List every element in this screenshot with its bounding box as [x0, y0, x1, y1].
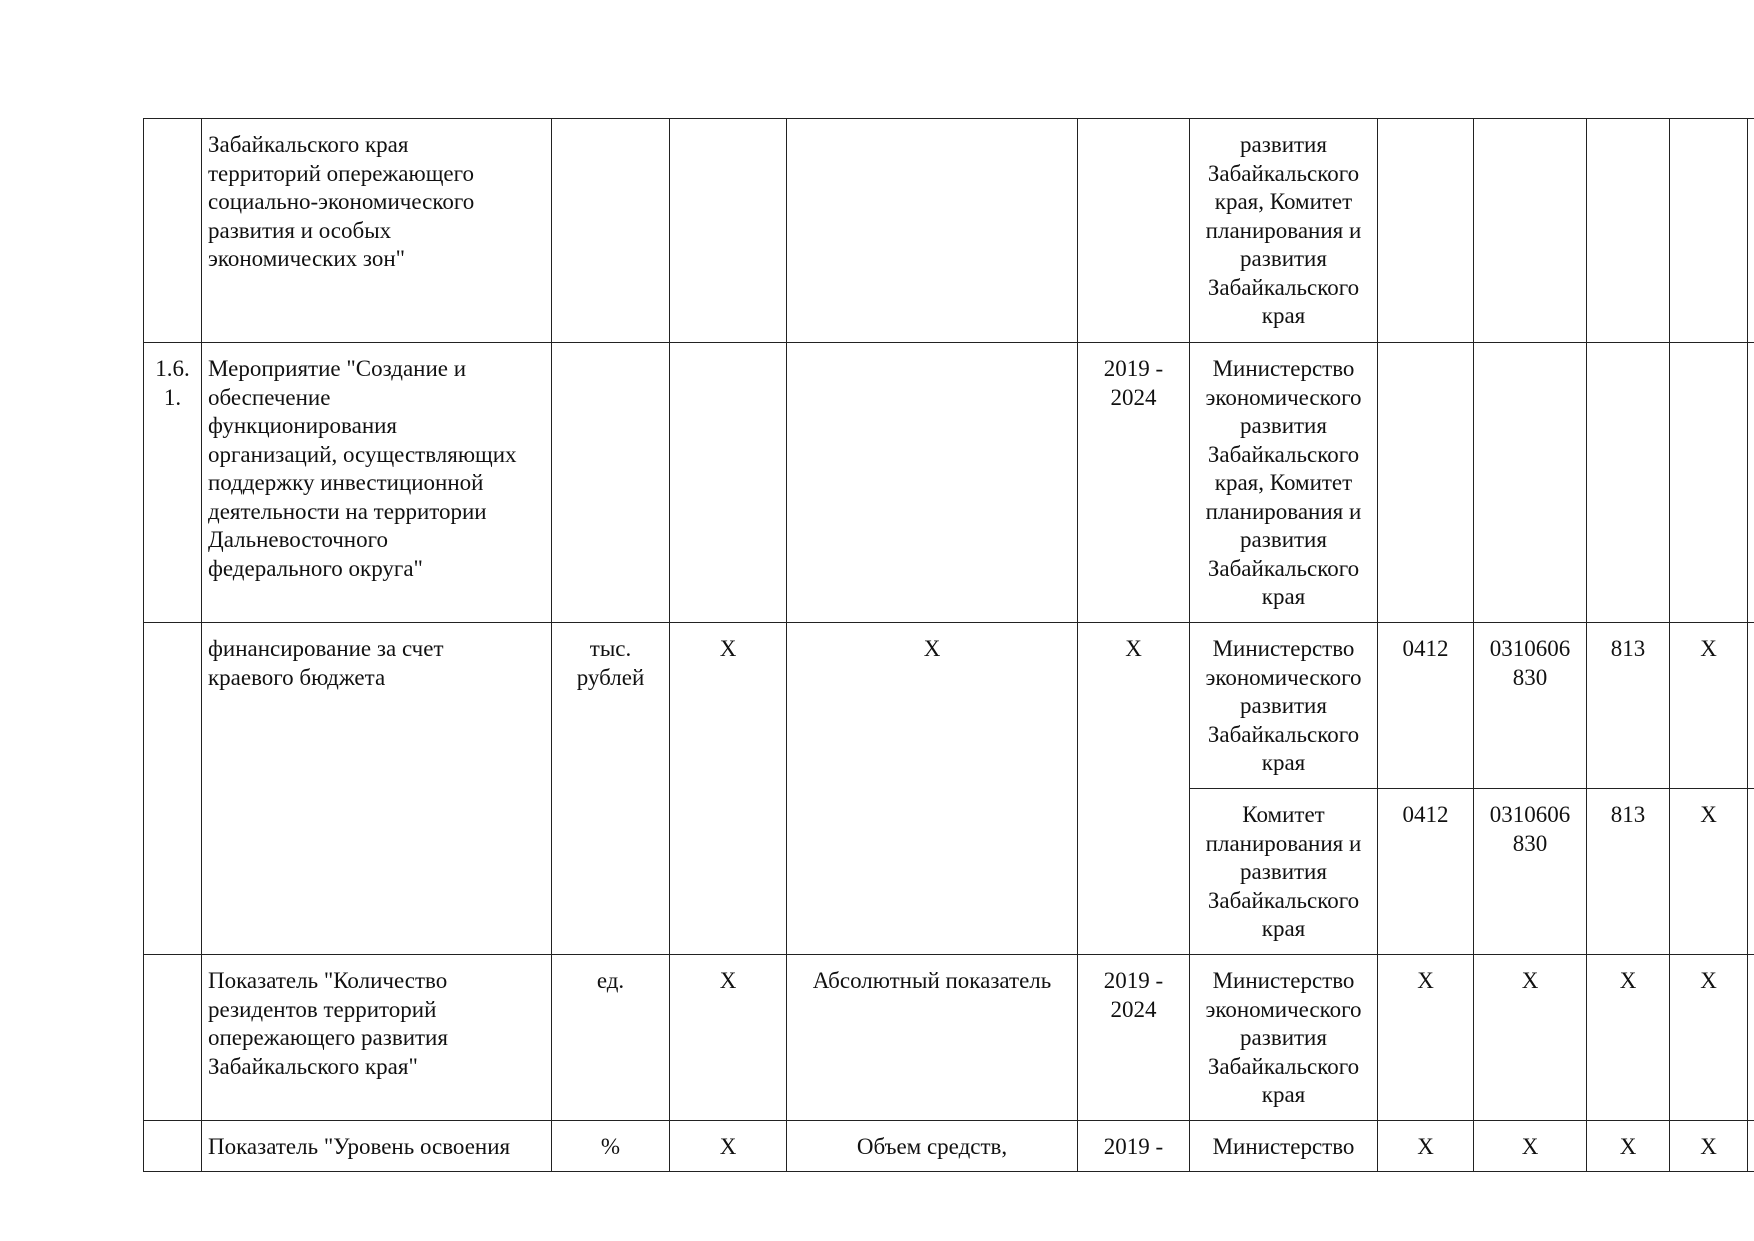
item-name: финансирование за счет краевого бюджета [202, 623, 552, 955]
col-9: 813 [1587, 623, 1670, 789]
col-3: X [670, 1121, 787, 1172]
period: 2019 - 2024 [1078, 955, 1190, 1121]
col-9: X [1587, 955, 1670, 1121]
unit: ед. [552, 955, 670, 1121]
col-10 [1670, 119, 1748, 343]
row-number [144, 623, 202, 955]
table-row [144, 1121, 1754, 1172]
col-cut [1748, 623, 1754, 789]
responsible: Министерство [1190, 1121, 1378, 1172]
item-name: Показатель "Количество резидентов территорий опережающего развития Забайкальского края" [202, 955, 552, 1121]
col-3 [670, 119, 787, 343]
col-3: X [670, 623, 787, 955]
col-4: X [787, 623, 1078, 955]
col-9 [1587, 343, 1670, 623]
table-row [144, 343, 1754, 623]
responsible: Комитет планирования и развития Забайкальского края [1190, 789, 1378, 955]
col-9: X [1587, 1121, 1670, 1172]
col-cut [1748, 789, 1754, 955]
col-cut [1748, 343, 1754, 623]
item-name: Забайкальского края территорий опережающего социально-экономического развития и особых экономических зон" [202, 119, 552, 343]
responsible: Министерство экономического развития Забайкальского края, Комитет планирования и развития Забайкальского края [1190, 343, 1378, 623]
col-7: 0412 [1378, 623, 1474, 789]
program-table [143, 118, 1754, 1172]
responsible: Министерство экономического развития Забайкальского края [1190, 955, 1378, 1121]
period: 2019 - [1078, 1121, 1190, 1172]
table-row [144, 623, 1754, 789]
row-number: 1.6. 1. [144, 343, 202, 623]
col-7: 0412 [1378, 789, 1474, 955]
table-row [144, 955, 1754, 1121]
col-10: X [1670, 955, 1748, 1121]
unit: % [552, 1121, 670, 1172]
row-number [144, 119, 202, 343]
row-number [144, 1121, 202, 1172]
col-9: 813 [1587, 789, 1670, 955]
col-8: 0310606 830 [1474, 623, 1587, 789]
period: X [1078, 623, 1190, 955]
col-7: X [1378, 955, 1474, 1121]
table-row [144, 119, 1754, 343]
col-7 [1378, 343, 1474, 623]
unit: тыс. рублей [552, 623, 670, 955]
col-4: Объем средств, [787, 1121, 1078, 1172]
col-8 [1474, 343, 1587, 623]
responsible: развития Забайкальского края, Комитет планирования и развития Забайкальского края [1190, 119, 1378, 343]
col-cut [1748, 1121, 1754, 1172]
col-8: 0310606 830 [1474, 789, 1587, 955]
col-10: X [1670, 623, 1748, 789]
unit [552, 119, 670, 343]
col-7: X [1378, 1121, 1474, 1172]
item-name: Показатель "Уровень освоения [202, 1121, 552, 1172]
col-4: Абсолютный показатель [787, 955, 1078, 1121]
unit [552, 343, 670, 623]
col-8: X [1474, 955, 1587, 1121]
period [1078, 119, 1190, 343]
col-10 [1670, 343, 1748, 623]
row-number [144, 955, 202, 1121]
col-10: X [1670, 1121, 1748, 1172]
col-10: X [1670, 789, 1748, 955]
col-7 [1378, 119, 1474, 343]
col-8: X [1474, 1121, 1587, 1172]
col-9 [1587, 119, 1670, 343]
item-name: Мероприятие "Создание и обеспечение функционирования организаций, осуществляющих поддержку инвестиционной деятельности на территории Дальневосточного федерального округа" [202, 343, 552, 623]
col-cut [1748, 955, 1754, 1121]
col-cut [1748, 119, 1754, 343]
col-4 [787, 343, 1078, 623]
col-8 [1474, 119, 1587, 343]
period: 2019 - 2024 [1078, 343, 1190, 623]
col-3 [670, 343, 787, 623]
responsible: Министерство экономического развития Забайкальского края [1190, 623, 1378, 789]
col-3: X [670, 955, 787, 1121]
col-4 [787, 119, 1078, 343]
